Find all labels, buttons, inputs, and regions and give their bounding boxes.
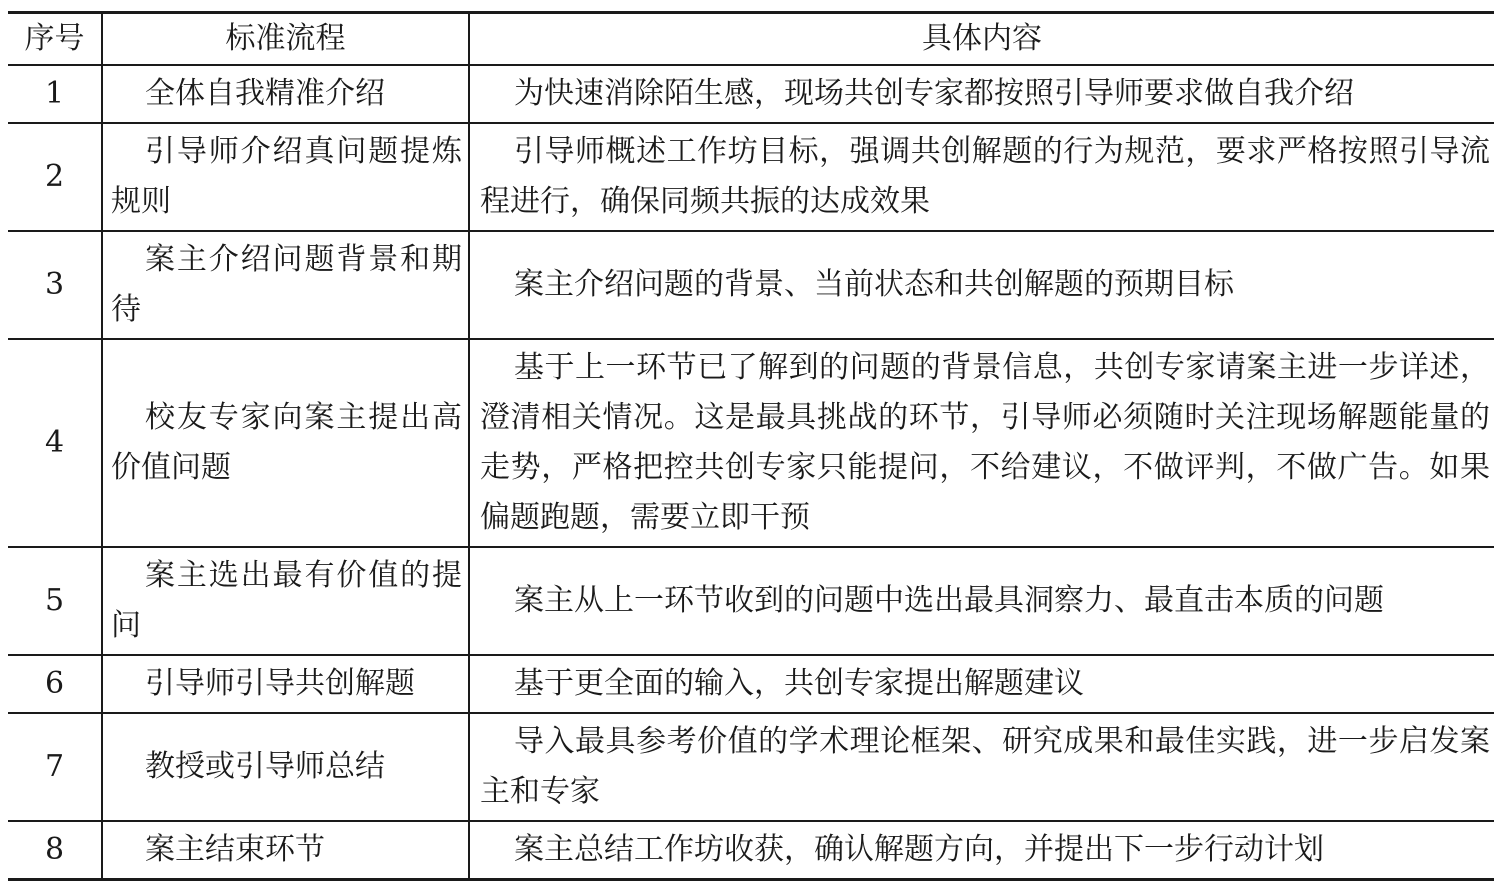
row-desc: 案主介绍问题的背景、当前状态和共创解题的预期目标 xyxy=(469,231,1494,339)
row-num: 7 xyxy=(8,713,102,821)
header-step: 标准流程 xyxy=(102,13,469,66)
row-step: 案主结束环节 xyxy=(102,821,469,880)
table-row xyxy=(8,821,1494,880)
row-num: 6 xyxy=(8,655,102,713)
table-row xyxy=(8,339,1494,547)
row-desc: 为快速消除陌生感，现场共创专家都按照引导师要求做自我介绍 xyxy=(469,65,1494,123)
row-step: 引导师引导共创解题 xyxy=(102,655,469,713)
row-step: 引导师介绍真问题提炼规则 xyxy=(102,123,469,231)
row-desc: 引导师概述工作坊目标，强调共创解题的行为规范，要求严格按照引导流程进行，确保同频共振的达成效果 xyxy=(469,123,1494,231)
row-num: 5 xyxy=(8,547,102,655)
header-desc: 具体内容 xyxy=(469,13,1494,66)
row-step: 教授或引导师总结 xyxy=(102,713,469,821)
table-row xyxy=(8,65,1494,123)
row-num: 8 xyxy=(8,821,102,880)
header-row xyxy=(8,13,1494,66)
table-row xyxy=(8,547,1494,655)
process-table xyxy=(8,11,1494,881)
row-desc: 导入最具参考价值的学术理论框架、研究成果和最佳实践，进一步启发案主和专家 xyxy=(469,713,1494,821)
row-step: 案主选出最有价值的提问 xyxy=(102,547,469,655)
row-desc: 案主总结工作坊收获，确认解题方向，并提出下一步行动计划 xyxy=(469,821,1494,880)
header-num: 序号 xyxy=(8,13,102,66)
table-row xyxy=(8,231,1494,339)
row-desc: 基于更全面的输入，共创专家提出解题建议 xyxy=(469,655,1494,713)
row-desc: 案主从上一环节收到的问题中选出最具洞察力、最直击本质的问题 xyxy=(469,547,1494,655)
row-desc: 基于上一环节已了解到的问题的背景信息，共创专家请案主进一步详述，澄清相关情况。这是最具挑战的环节，引导师必须随时关注现场解题能量的走势，严格把控共创专家只能提问，不给建议，不做评判，不做广告。如果偏题跑题，需要立即干预 xyxy=(469,339,1494,547)
row-num: 3 xyxy=(8,231,102,339)
table-row xyxy=(8,123,1494,231)
row-step: 全体自我精准介绍 xyxy=(102,65,469,123)
table-row xyxy=(8,713,1494,821)
row-num: 4 xyxy=(8,339,102,547)
row-num: 2 xyxy=(8,123,102,231)
table-row xyxy=(8,655,1494,713)
row-step: 案主介绍问题背景和期待 xyxy=(102,231,469,339)
row-num: 1 xyxy=(8,65,102,123)
row-step: 校友专家向案主提出高价值问题 xyxy=(102,339,469,547)
